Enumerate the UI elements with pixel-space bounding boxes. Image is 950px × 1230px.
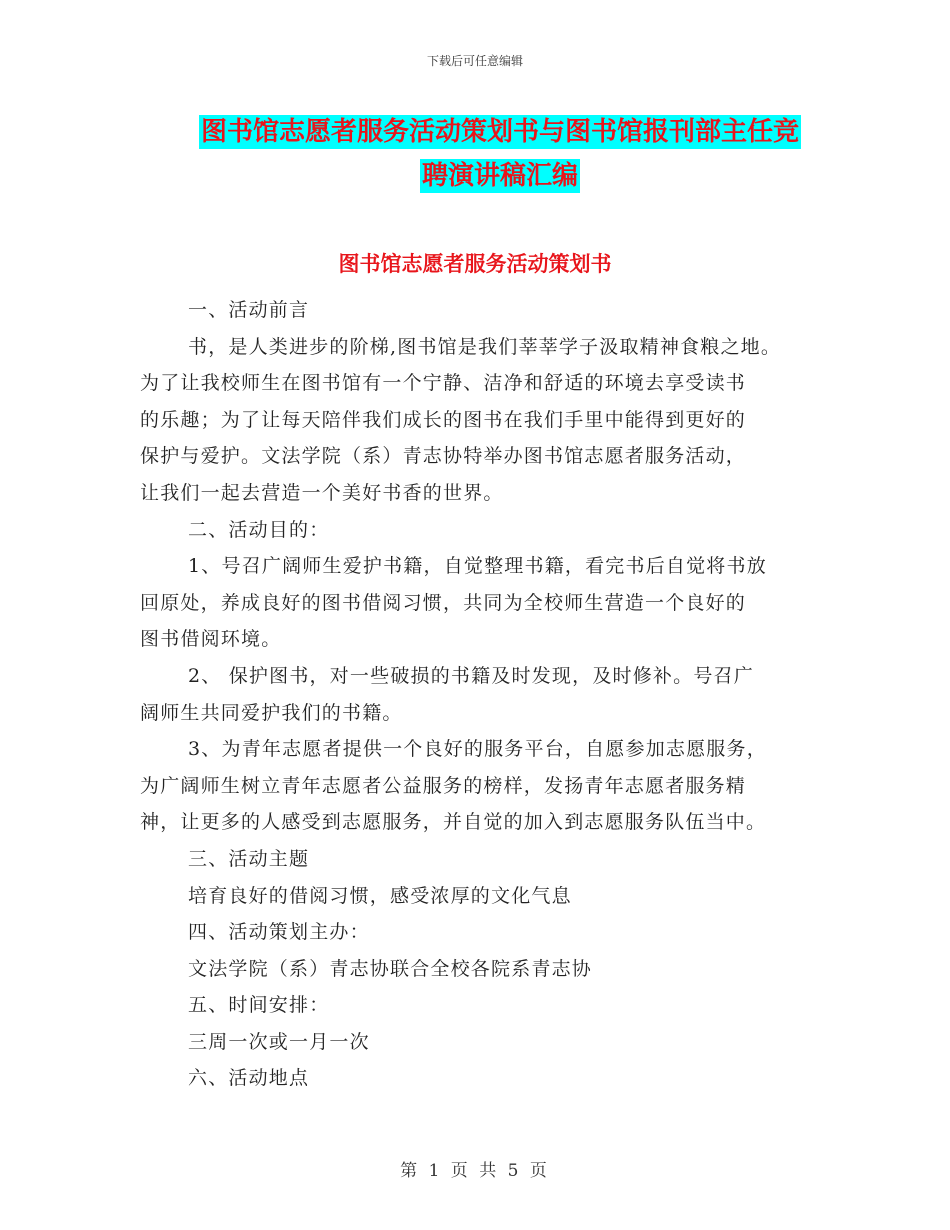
- paragraph-line: 书，是人类进步的阶梯,图书馆是我们莘莘学子汲取精神食粮之地。: [188, 335, 782, 358]
- paragraph-line: 的乐趣；为了让每天陪伴我们成长的图书在我们手里中能得到更好的: [140, 408, 747, 431]
- page-footer: 第 1 页 共 5 页: [400, 1161, 550, 1181]
- paragraph-line: 为了让我校师生在图书馆有一个宁静、洁净和舒适的环境去享受读书: [140, 372, 747, 395]
- paragraph-line: 培育良好的借阅习惯，感受浓厚的文化气息: [188, 884, 572, 907]
- paragraph-line: 文法学院（系）青志协联合全校各院系青志协: [188, 957, 593, 980]
- paragraph-line: 3、为青年志愿者提供一个良好的服务平台，自愿参加志愿服务，: [188, 738, 767, 761]
- paragraph-line: 神，让更多的人感受到志愿服务，并自觉的加入到志愿服务队伍当中。: [140, 811, 767, 834]
- title-line-2: 聘演讲稿汇编: [421, 161, 578, 191]
- document-body: [140, 292, 820, 1097]
- paragraph-line: 一、活动前言: [188, 299, 310, 321]
- paragraph-line: 五、时间安排：: [188, 994, 330, 1017]
- title-line-1: 图书馆志愿者服务活动策划书与图书馆报刊部主任竞: [200, 117, 799, 147]
- paragraph-line: 让我们一起去营造一个美好书香的世界。: [140, 481, 504, 504]
- document-title: [190, 110, 810, 198]
- paragraph-line: 2、 保护图书，对一些破损的书籍及时发现，及时修补。号召广: [188, 664, 754, 687]
- paragraph-line: 二、活动目的：: [188, 518, 330, 541]
- section-title: 图书馆志愿者服务活动策划书: [338, 252, 612, 276]
- paragraph-line: 保护与爱护。文法学院（系）青志协特举办图书馆志愿者服务活动，: [140, 445, 747, 468]
- paragraph-line: 图书借阅环境。: [140, 628, 282, 651]
- paragraph-line: 四、活动策划主办：: [188, 921, 370, 944]
- paragraph-line: 三、活动主题: [188, 847, 310, 870]
- paragraph-line: 六、活动地点: [188, 1067, 310, 1090]
- paragraph-line: 阔师生共同爱护我们的书籍。: [140, 701, 403, 724]
- paragraph-line: 1、号召广阔师生爱护书籍，自觉整理书籍，看完书后自觉将书放: [188, 555, 767, 578]
- paragraph-line: 为广阔师生树立青年志愿者公益服务的榜样，发扬青年志愿者服务精: [140, 774, 747, 797]
- paragraph-line: 回原处，养成良好的图书借阅习惯，共同为全校师生营造一个良好的: [140, 591, 747, 614]
- paragraph-line: 三周一次或一月一次: [188, 1030, 370, 1053]
- page-header: 下载后可任意编辑: [426, 54, 523, 68]
